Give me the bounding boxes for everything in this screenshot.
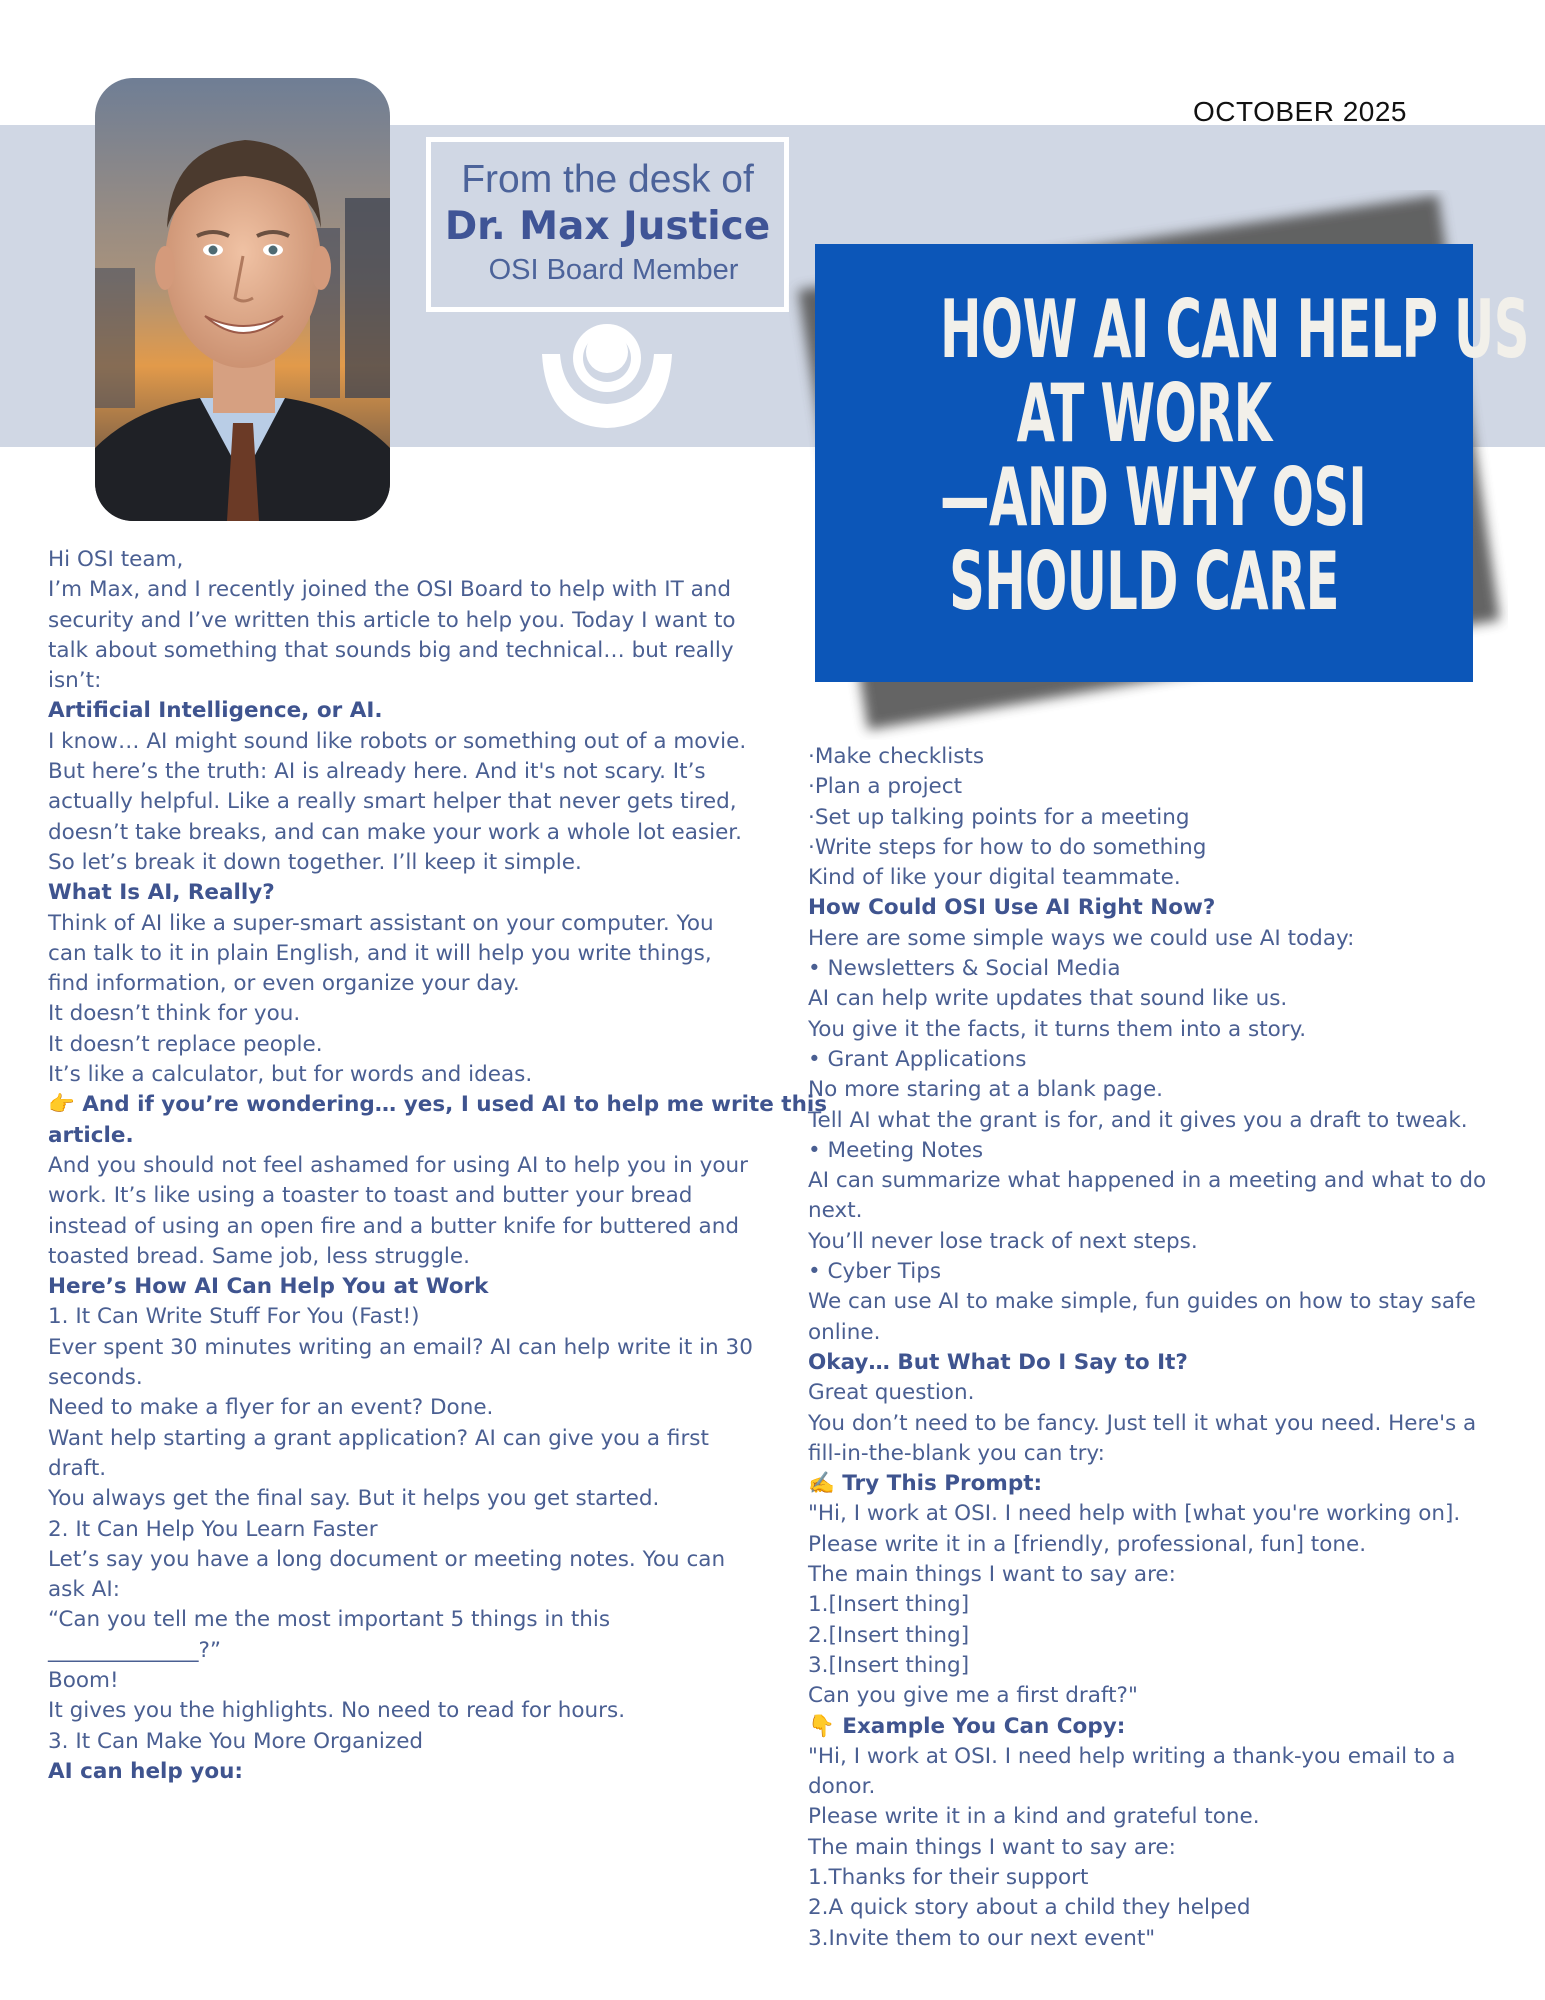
body-line: Want help starting a grant application? AI can give you a first bbox=[48, 1425, 709, 1451]
body-line: Kind of like your digital teammate. bbox=[808, 865, 1181, 891]
title-line-2: AT WORK bbox=[1016, 367, 1272, 460]
author-photo bbox=[95, 78, 390, 521]
body-line: The main things I want to say are: bbox=[808, 1834, 1176, 1860]
body-line: It doesn’t replace people. bbox=[48, 1031, 323, 1057]
osi-logo-icon bbox=[536, 318, 678, 430]
body-line: You always get the final say. But it helps you get started. bbox=[48, 1486, 660, 1512]
article-title-box bbox=[815, 244, 1529, 682]
body-line: ·Make checklists bbox=[808, 744, 985, 769]
body-line: You don’t need to be fancy. Just tell it what you need. Here's a bbox=[808, 1410, 1477, 1436]
body-line: draft. bbox=[48, 1455, 107, 1481]
body-line: Great question. bbox=[808, 1380, 975, 1406]
body-line: ask AI: bbox=[48, 1577, 120, 1603]
body-line: "Hi, I work at OSI. I need help with [what you're working on]. bbox=[808, 1501, 1461, 1527]
issue-date: OCTOBER 2025 bbox=[1192, 96, 1408, 127]
body-line: 2.A quick story about a child they helped bbox=[808, 1895, 1251, 1921]
section-heading: Okay… But What Do I Say to It? bbox=[808, 1349, 1188, 1375]
body-line: You give it the facts, it turns them into a story. bbox=[808, 1016, 1307, 1042]
body-line: donor. bbox=[808, 1774, 876, 1800]
title-line-3: —AND WHY OSI bbox=[940, 451, 1367, 544]
body-line: Please write it in a [friendly, professional, fun] tone. bbox=[808, 1531, 1367, 1557]
body-line: You’ll never lose track of next steps. bbox=[808, 1228, 1198, 1254]
body-line: seconds. bbox=[48, 1365, 143, 1391]
body-line: We can use AI to make simple, fun guides on how to stay safe bbox=[808, 1289, 1476, 1315]
body-line: Tell AI what the grant is for, and it gives you a draft to tweak. bbox=[808, 1107, 1468, 1133]
body-line: security and I’ve written this article to help you. Today I want to bbox=[48, 607, 736, 633]
section-heading: 👉 And if you’re wondering… yes, I used AI to help me write this bbox=[48, 1092, 828, 1118]
right-column bbox=[808, 742, 1508, 1954]
body-line: find information, or even organize your day. bbox=[48, 971, 520, 997]
body-line: It gives you the highlights. No need to read for hours. bbox=[48, 1698, 626, 1724]
body-line: ·Set up talking points for a meeting bbox=[808, 804, 1190, 830]
body-line: Hi OSI team, bbox=[48, 547, 184, 572]
body-line: 3.[Insert thing] bbox=[808, 1652, 970, 1678]
body-line: Ever spent 30 minutes writing an email? AI can help write it in 30 bbox=[48, 1334, 753, 1360]
section-heading: 👇 Example You Can Copy: bbox=[808, 1713, 1126, 1739]
body-line: actually helpful. Like a really smart helper that never gets tired, bbox=[48, 789, 737, 815]
body-line: doesn’t take breaks, and can make your work a whole lot easier. bbox=[48, 819, 742, 845]
article-title bbox=[940, 244, 1529, 628]
body-line: can talk to it in plain English, and it will help you write things, bbox=[48, 940, 712, 966]
body-line: 2. It Can Help You Learn Faster bbox=[48, 1516, 378, 1542]
body-line: “Can you tell me the most important 5 things in this bbox=[48, 1607, 611, 1633]
body-line: Think of AI like a super-smart assistant on your computer. You bbox=[48, 910, 714, 936]
body-line: Please write it in a kind and grateful tone. bbox=[808, 1804, 1260, 1830]
body-line: But here’s the truth: AI is already here. And it's not scary. It’s bbox=[48, 759, 706, 785]
author-portrait bbox=[95, 78, 390, 521]
body-line: isn’t: bbox=[48, 668, 102, 694]
body-line: I’m Max, and I recently joined the OSI Board to help with IT and bbox=[48, 577, 732, 603]
body-line: ·Plan a project bbox=[808, 774, 963, 800]
body-line: And you should not feel ashamed for using AI to help you in your bbox=[48, 1152, 748, 1178]
body-line: No more staring at a blank page. bbox=[808, 1077, 1164, 1103]
section-heading: How Could OSI Use AI Right Now? bbox=[808, 895, 1216, 921]
body-line: Let’s say you have a long document or meeting notes. You can bbox=[48, 1546, 726, 1572]
body-line: AI can help write updates that sound like us. bbox=[808, 986, 1288, 1012]
title-line-1: HOW AI CAN HELP US bbox=[940, 283, 1529, 376]
body-line: "Hi, I work at OSI. I need help writing a thank-you email to a bbox=[808, 1743, 1456, 1769]
body-line: toasted bread. Same job, less struggle. bbox=[48, 1243, 470, 1269]
section-heading: AI can help you: bbox=[48, 1758, 243, 1784]
desk-box bbox=[426, 137, 789, 312]
body-line: • Newsletters & Social Media bbox=[808, 956, 1121, 982]
body-line: I know… AI might sound like robots or something out of a movie. bbox=[48, 728, 747, 754]
body-line: 1. It Can Write Stuff For You (Fast!) bbox=[48, 1304, 420, 1330]
body-line: It’s like a calculator, but for words and ideas. bbox=[48, 1062, 533, 1088]
body-line: Can you give me a first draft?" bbox=[808, 1683, 1138, 1709]
body-line: 3. It Can Make You More Organized bbox=[48, 1728, 424, 1754]
body-line: ______________?” bbox=[48, 1637, 222, 1663]
body-line: 3.Invite them to our next event" bbox=[808, 1925, 1156, 1951]
body-line: 1.[Insert thing] bbox=[808, 1592, 970, 1618]
body-line: work. It’s like using a toaster to toast and butter your bread bbox=[48, 1183, 693, 1209]
body-line: So let’s break it down together. I’ll keep it simple. bbox=[48, 849, 582, 875]
body-line: • Cyber Tips bbox=[808, 1259, 942, 1285]
body-line: 2.[Insert thing] bbox=[808, 1622, 970, 1648]
body-line: ·Write steps for how to do something bbox=[808, 834, 1207, 860]
author-role: OSI Board Member bbox=[488, 254, 739, 286]
body-line: It doesn’t think for you. bbox=[48, 1001, 301, 1027]
author-name: Dr. Max Justice bbox=[444, 204, 771, 249]
from-the-desk-of: From the desk of bbox=[461, 158, 754, 201]
body-line: • Meeting Notes bbox=[808, 1137, 984, 1163]
body-line: talk about something that sounds big and technical… but really bbox=[48, 637, 734, 663]
body-line: AI can summarize what happened in a meeting and what to do bbox=[808, 1168, 1487, 1194]
body-line: Need to make a flyer for an event? Done. bbox=[48, 1395, 494, 1421]
body-line: fill-in-the-blank you can try: bbox=[808, 1440, 1105, 1466]
body-line: Boom! bbox=[48, 1667, 119, 1693]
section-heading: article. bbox=[48, 1122, 134, 1148]
body-line: online. bbox=[808, 1319, 881, 1345]
body-line: 1.Thanks for their support bbox=[808, 1864, 1089, 1890]
body-line: The main things I want to say are: bbox=[808, 1562, 1176, 1588]
section-heading: Here’s How AI Can Help You at Work bbox=[48, 1274, 489, 1300]
body-line: next. bbox=[808, 1198, 863, 1224]
body-line: • Grant Applications bbox=[808, 1046, 1027, 1072]
body-line: Here are some simple ways we could use AI today: bbox=[808, 925, 1355, 951]
title-line-4: SHOULD CARE bbox=[949, 535, 1339, 628]
section-heading: ✍️ Try This Prompt: bbox=[808, 1471, 1043, 1497]
section-heading: Artificial Intelligence, or AI. bbox=[48, 698, 383, 724]
left-column bbox=[48, 545, 828, 1787]
body-line: instead of using an open fire and a butter knife for buttered and bbox=[48, 1213, 739, 1239]
section-heading: What Is AI, Really? bbox=[48, 880, 275, 906]
